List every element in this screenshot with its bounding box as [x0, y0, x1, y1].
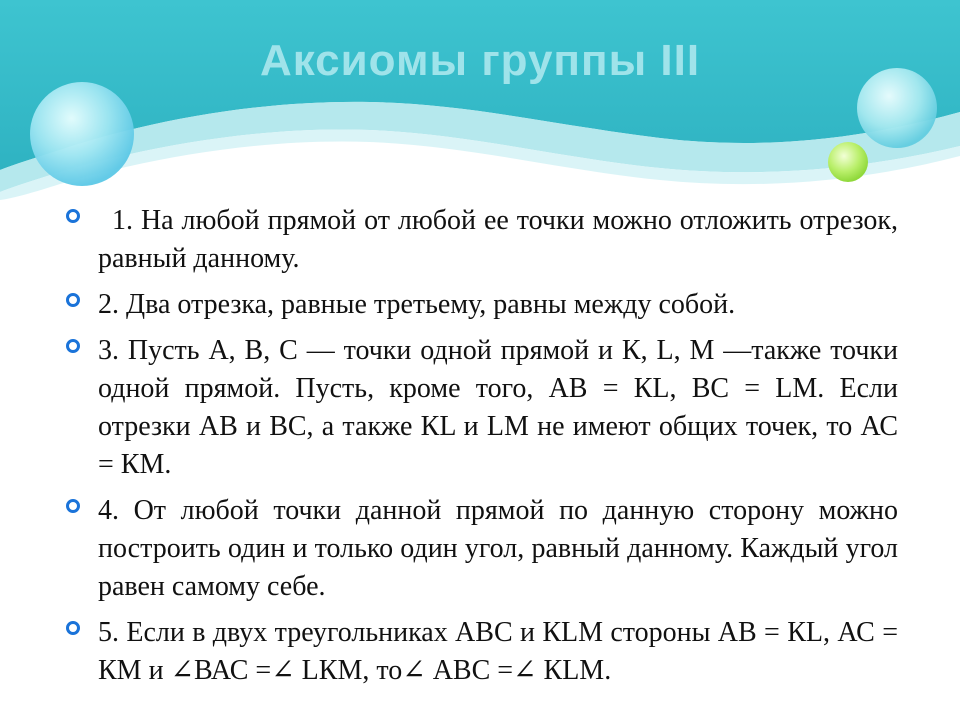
list-item [62, 202, 898, 278]
ring-bullet-icon [66, 621, 80, 635]
bubble-left-decoration [30, 82, 134, 186]
ring-bullet-icon [66, 499, 80, 513]
ring-bullet-icon [66, 293, 80, 307]
list-item [62, 614, 898, 690]
bubble-green-decoration [828, 142, 868, 182]
header-wave-background [0, 0, 960, 200]
ring-bullet-icon [66, 339, 80, 353]
ring-bullet-icon [66, 209, 80, 223]
axiom-text: 3. Пусть А, В, С — точки одной прямой и К, L, М —также точки одной прямой. Пусть, кроме того, АВ = КL, ВС = LM. Если отрезки АВ и ВС, а также КL и LM не имеют общих точек, то АС = КМ. [98, 335, 898, 480]
slide-title: Аксиомы группы III [259, 36, 701, 85]
list-item [62, 332, 898, 484]
axiom-text: 4. От любой точки данной прямой по данную сторону можно построить один и только один угол, равный данному. Каждый угол равен самому себе. [98, 495, 898, 602]
list-item [62, 492, 898, 606]
axiom-list [62, 202, 898, 698]
axiom-text: 1. На любой прямой от любой ее точки можно отложить отрезок, равный данному. [98, 205, 898, 274]
axiom-text: 2. Два отрезка, равные третьему, равны между собой. [98, 289, 736, 320]
list-item [62, 286, 898, 324]
axiom-text: 5. Если в двух треугольниках АВС и КLM стороны АВ = КL, АС = КМ и ∠ВАС =∠ LКМ, то∠ АВС =∠ КLM. [98, 617, 898, 686]
